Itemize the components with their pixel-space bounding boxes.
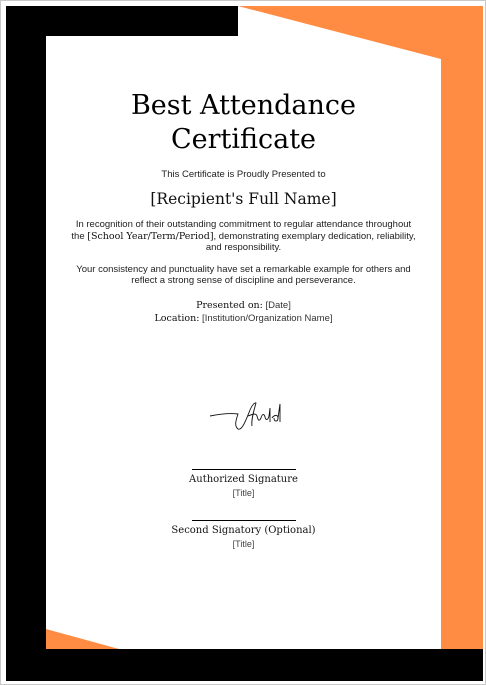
signatory-name: Authorized Signature bbox=[189, 474, 298, 485]
recognition-text-b: the bbox=[71, 230, 88, 242]
signatory-name: Second Signatory (Optional) bbox=[171, 525, 316, 536]
consistency-paragraph: Your consistency and punctuality have set a remarkable example for others and reflect a strong sense of discipline and perseverance. bbox=[76, 263, 411, 286]
presentation-details bbox=[46, 299, 441, 325]
handwritten-signature-image bbox=[208, 398, 288, 438]
location-value: [Institution/Organization Name] bbox=[199, 312, 333, 324]
certificate-content bbox=[46, 36, 441, 649]
signatory-title: [Title] bbox=[232, 539, 255, 549]
presented-on-line bbox=[46, 299, 441, 312]
black-frame-bottom bbox=[6, 649, 483, 681]
signature-line bbox=[192, 469, 296, 470]
period-placeholder: [School Year/Term/Period] bbox=[87, 230, 214, 242]
authorized-signature-block bbox=[46, 469, 441, 498]
title-line-1: Best Attendance bbox=[130, 90, 357, 121]
recognition-text-c: , demonstrating exemplary dedication, reliability, and responsibility. bbox=[205, 230, 416, 253]
location-line bbox=[46, 312, 441, 325]
second-signatory-block bbox=[46, 520, 441, 549]
recipient-name: [Recipient's Full Name] bbox=[150, 190, 337, 208]
recognition-text-a: In recognition of their outstanding commitment to regular attendance throughout bbox=[75, 219, 412, 230]
certificate-title bbox=[46, 89, 441, 157]
presented-on-label: Presented on: bbox=[196, 299, 263, 311]
signature-line bbox=[192, 520, 296, 521]
black-frame-left bbox=[6, 6, 46, 681]
location-label: Location: bbox=[154, 312, 200, 324]
recognition-paragraph bbox=[64, 219, 424, 254]
presented-to-text: This Certificate is Proudly Presented to bbox=[161, 169, 326, 180]
title-line-2: Certificate bbox=[170, 124, 317, 155]
presented-on-value: [Date] bbox=[262, 299, 291, 311]
signatory-title: [Title] bbox=[232, 488, 255, 498]
